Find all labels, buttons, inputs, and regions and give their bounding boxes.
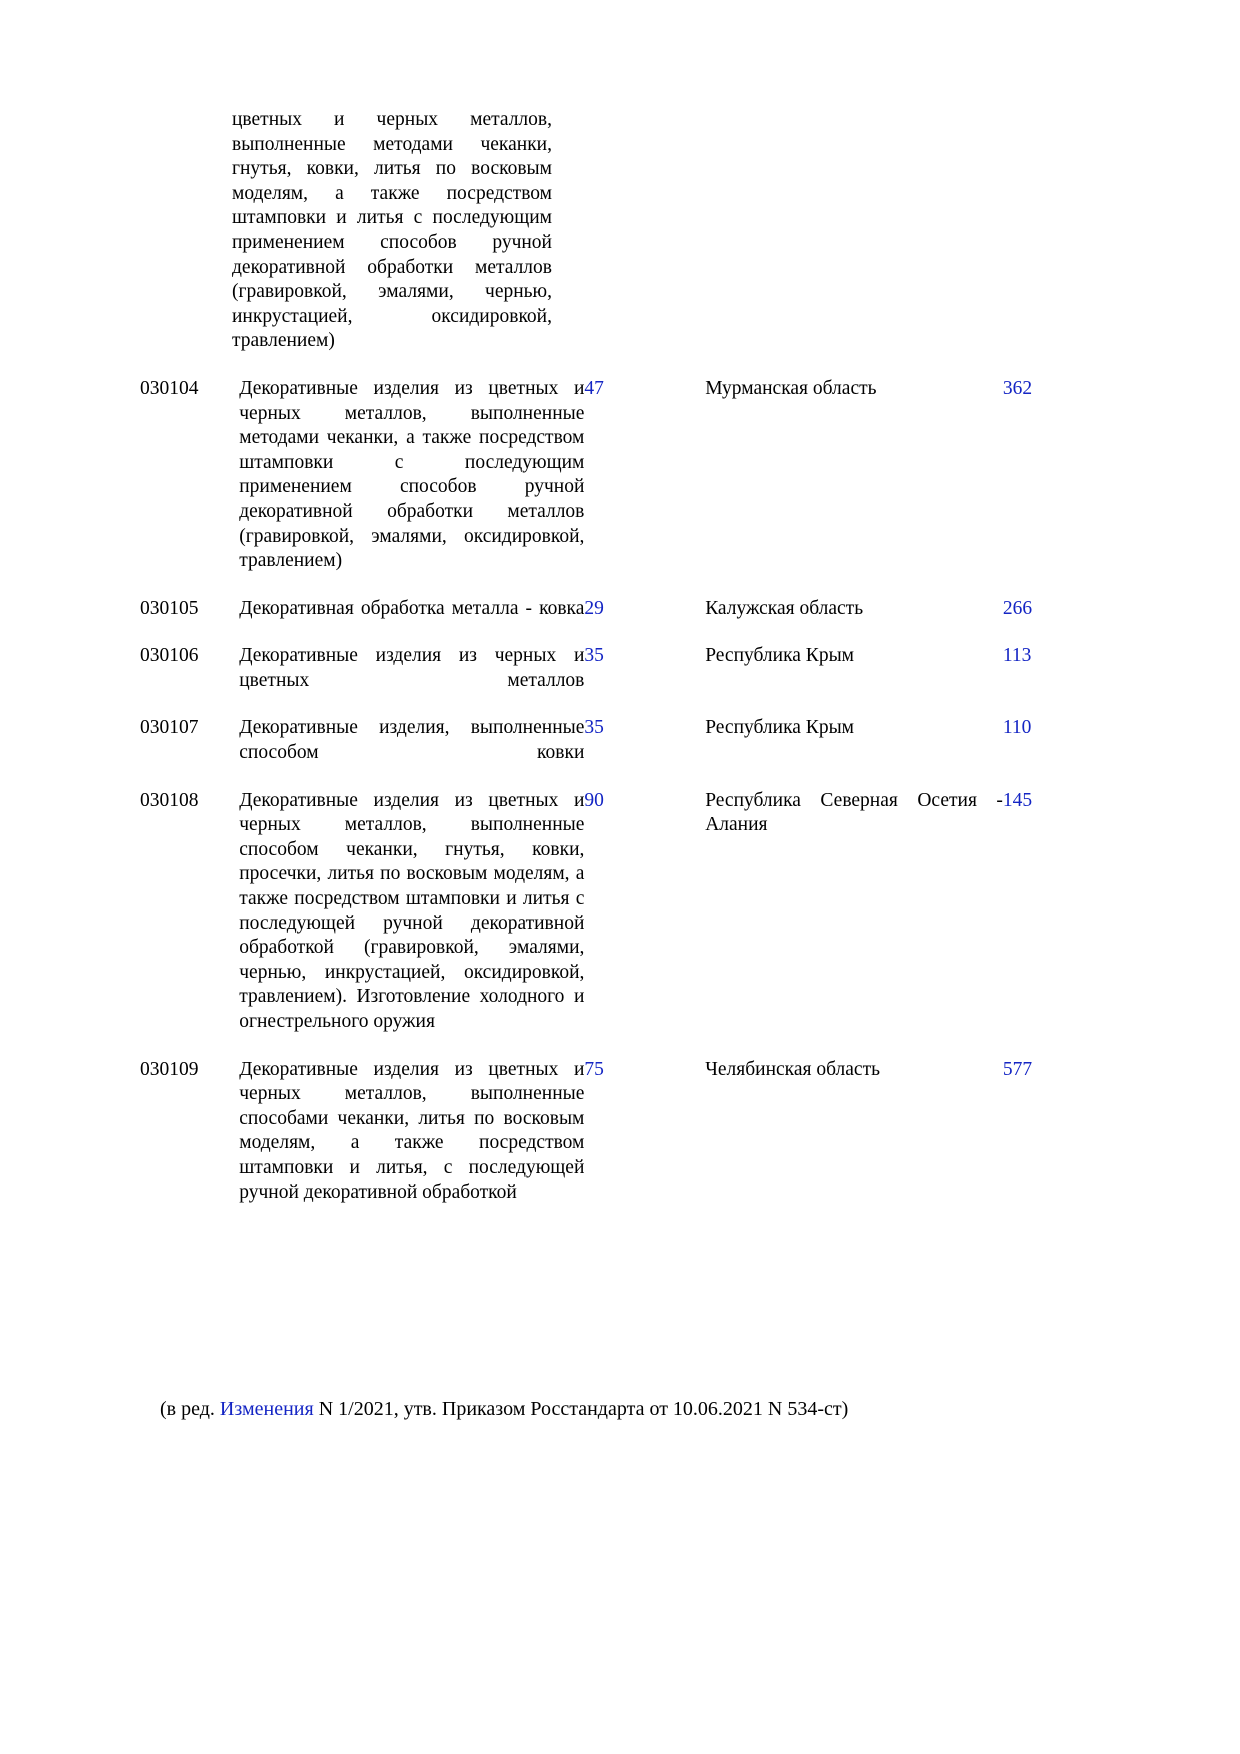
row-number: 35 bbox=[584, 645, 604, 667]
row-value: 362 bbox=[1002, 377, 1033, 399]
row-region: Челябинская область bbox=[705, 1058, 880, 1080]
row-description: Декоративные изделия из цветных и черных металлов, выполненные способом чеканки, гнутья, ковки, просечки, литья по восковым моделям, а также посредством штамповки и литья с последующей ручной декоративной обработкой (гравировкой, эмалями, чернью, инкрустацией, оксидировкой, травлением). Изготовление холодного и огнестрельного оружия bbox=[239, 789, 585, 1032]
okved-table bbox=[140, 354, 1100, 1205]
revision-link[interactable]: Изменения bbox=[219, 1398, 314, 1420]
row-code: 030104 bbox=[140, 377, 199, 399]
row-region: Мурманская область bbox=[705, 377, 877, 399]
row-code: 030109 bbox=[140, 1058, 199, 1080]
row-code: 030107 bbox=[140, 717, 199, 739]
row-description: Декоративные изделия из цветных и черных металлов, выполненные способами чеканки, литья по восковым моделям, а также посредством штамповки и литья, с последующей ручной декоративной обработкой bbox=[239, 1058, 585, 1203]
row-value: 577 bbox=[1002, 1058, 1033, 1080]
row-region: Республика Северная Осетия - Алания bbox=[705, 789, 1003, 836]
row-code: 030106 bbox=[140, 645, 199, 667]
row-region: Республика Крым bbox=[705, 717, 855, 739]
row-number: 35 bbox=[584, 717, 604, 739]
table-row bbox=[140, 621, 1100, 693]
table-row bbox=[140, 574, 1100, 622]
revision-note-suffix: N 1/2021, утв. Приказом Росстандарта от 10.06.2021 N 534-ст) bbox=[313, 1398, 849, 1420]
row-code: 030108 bbox=[140, 789, 199, 811]
table-row bbox=[140, 1035, 1100, 1206]
row-number: 75 bbox=[584, 1058, 604, 1080]
table-body bbox=[140, 354, 1100, 1205]
row-value: 110 bbox=[1002, 717, 1032, 739]
row-number: 29 bbox=[584, 597, 604, 619]
row-number: 90 bbox=[584, 789, 604, 811]
row-region: Калужская область bbox=[705, 597, 864, 619]
row-code: 030105 bbox=[140, 597, 199, 619]
table-row bbox=[140, 693, 1100, 765]
row-value: 145 bbox=[1002, 789, 1033, 811]
row-number: 47 bbox=[584, 377, 604, 399]
row-value: 266 bbox=[1002, 597, 1033, 619]
row-description: Декоративные изделия из черных и цветных металлов bbox=[239, 645, 585, 691]
continuation-paragraph: цветных и черных металлов, выполненные методами чеканки, гнутья, ковки, литья по восковым моделям, а также посредством штамповки и литья с последующим применением способов ручной декоративной обработки металлов (гравировкой, эмалями, чернью, инкрустацией, оксидировкой, травлением) bbox=[232, 109, 552, 352]
revision-note-prefix: (в ред. bbox=[160, 1398, 220, 1420]
revision-note bbox=[160, 1396, 1120, 1422]
table-row bbox=[140, 354, 1100, 574]
row-description: Декоративные изделия из цветных и черных металлов, выполненные методами чеканки, а также посредством штамповки с последующим применением способов ручной декоративной обработки металлов (гравировкой, эмалями, оксидировкой, травлением) bbox=[239, 377, 585, 572]
table-row bbox=[140, 766, 1100, 1035]
row-value: 113 bbox=[1002, 645, 1032, 667]
row-description: Декоративные изделия, выполненные способом ковки bbox=[239, 717, 585, 764]
row-region: Республика Крым bbox=[705, 645, 855, 667]
row-description: Декоративная обработка металла - ковка bbox=[239, 597, 585, 619]
